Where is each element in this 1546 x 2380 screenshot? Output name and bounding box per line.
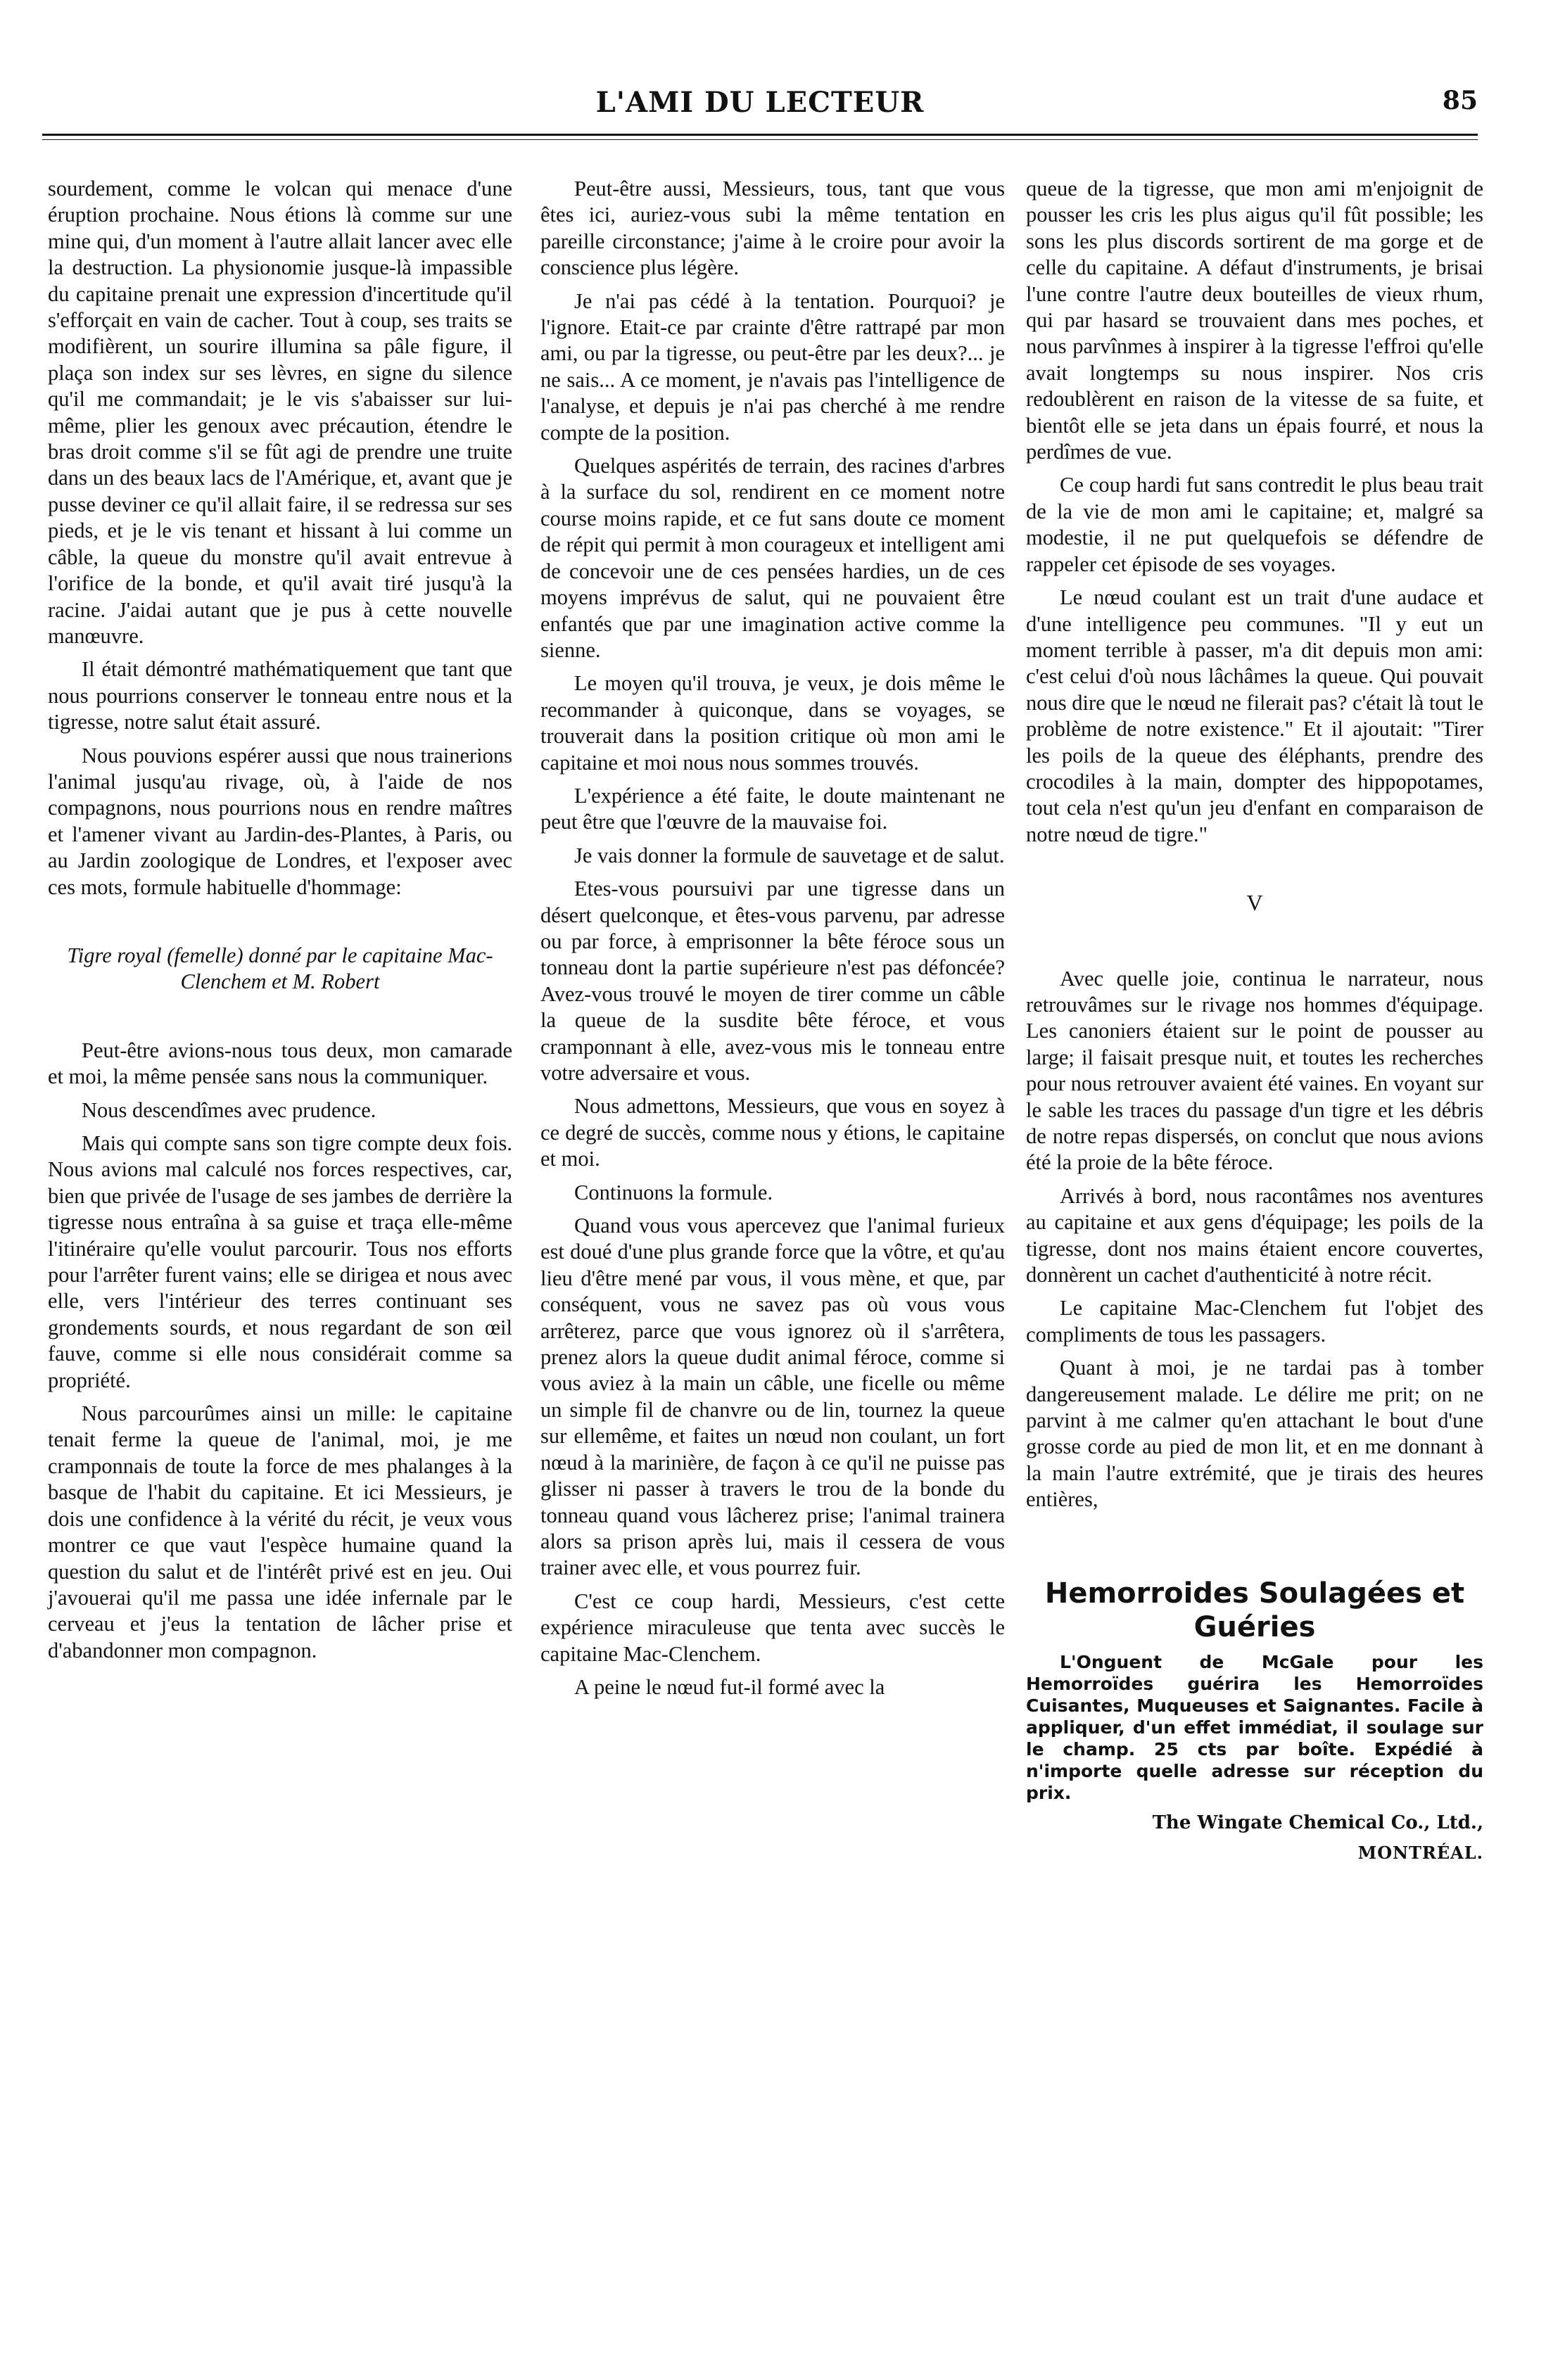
paragraph: Quand vous vous apercevez que l'animal furieux est doué d'une plus grande force que la vôtre, et qu'au lieu d'être mené par vous, il vous mène, et que, par conséquent, vous ne savez pas où vous vous arrêterez, parce que vous ignorez où il s'arrêtera, prenez alors la queue dudit animal féroce, comme si vous aviez à la main un câble, une ficelle ou même un simple fil de chanvre ou de lin, tournez la queue sur ellemême, et faites un nœud non coulant, un fort nœud à la marinière, de façon à ce qu'il ne puisse pas glisser ni passer à travers le trou de la bonde du tonneau quand vous lâcherez prise; l'animal trainera alors sa prison après lui, mais il cessera de vous trainer avec elle, et vous pourrez fuir. bbox=[540, 1214, 1005, 1580]
text-column-3 bbox=[1026, 176, 1483, 1871]
paragraph: A peine le nœud fut-il formé avec la bbox=[574, 1674, 885, 1699]
paragraph: sourdement, comme le volcan qui menace d'une éruption prochaine. Nous étions là comme sur une mine qui, d'un moment à l'autre allait lancer avec elle la destruction. La physionomie jusque-là impassible du capitaine prenait une expression d'incertitude qu'il s'efforçait en vain de cacher. Tout à coup, ses traits se modifièrent, un sourire illumina sa pâle figure, il plaça son index sur ses lèvres, en signe du silence qu'il me commandait; je le vis s'abaisser sur lui-même, plier les genoux avec précaution, étendre le bras droit comme s'il se fût agi de prendre une truite dans un des beaux lacs de l'Amérique, et, avant que je pusse deviner ce qu'il allait faire, il se redressa sur ses pieds, et je le vis tenant et hissant à lui comme un câble, la queue du monstre qu'il avait entrevue à l'orifice de la bonde, et qu'il avait tiré jusqu'à la racine. J'aidai autant que je pus à cette nouvelle manœuvre. bbox=[48, 177, 512, 648]
paragraph: queue de la tigresse, que mon ami m'enjoignit de pousser les cris les plus aigus qu'il fût possible; les sons les plus discords sortirent de ma gorge et de celle du capitaine. A défaut d'instruments, je brisai l'une contre l'autre deux bouteilles de vieux rhum, qui par hasard se trouvaient dans mes poches, et nous parvînmes à inspirer à la tigresse l'effroi qu'elle avait longtemps su nous inspirer. Nos cris redoublèrent en raison de la vitesse de sa fuite, et bientôt elle se jeta dans un épais fourré, et nous la perdîmes de vue. bbox=[1026, 177, 1483, 464]
dedication-caption: Tigre royal (femelle) donné par le capitaine Mac-Clenchem et M. Robert bbox=[67, 943, 493, 994]
ad-city: MONTRÉAL. bbox=[1357, 1842, 1483, 1863]
paragraph: Nous admettons, Messieurs, que vous en soyez à ce degré de succès, comme nous y étions, le capitaine et moi. bbox=[540, 1094, 1005, 1171]
paragraph: Nous descendîmes avec prudence. bbox=[82, 1097, 376, 1122]
ad-title: Hemorroides Soulagées et Guéries bbox=[1044, 1577, 1465, 1643]
paragraph: Quelques aspérités de terrain, des racines d'arbres à la surface du sol, rendirent en ce moment notre course moins rapide, et ce fut sans doute ce moment de répit qui permit à mon courageux et intelligent ami de concevoir une de ces pensées hardies, un de ces moyens imprévus de salut, qui ne pouvaient être enfantés que par une imagination active comme la sienne. bbox=[540, 454, 1005, 662]
text-column-1 bbox=[48, 176, 512, 1671]
page-header bbox=[42, 86, 1478, 128]
paragraph: Peut-être aussi, Messieurs, tous, tant que vous êtes ici, auriez-vous subi la même tentation en pareille circonstance; j'aime à le croire pour avoir la conscience plus légère. bbox=[540, 177, 1005, 280]
header-rule-thin bbox=[42, 139, 1478, 140]
paragraph: Le nœud coulant est un trait d'une audace et d'une intelligence peu communes. "Il y eut un moment terrible à passer, m'a dit depuis mon ami: c'est celui d'où nous lâchâmes la queue. Qui pouvait nous dire que le nœud ne filerait pas? c'était là tout le problème de notre existence." Et il ajoutait: "Tirer les poils de la queue des éléphants, prendre des crocodiles à la main, dompter des hippopotames, tout cela n'est qu'un jeu d'enfant en comparaison de notre nœud de tigre." bbox=[1026, 585, 1484, 846]
page-number: 85 bbox=[1442, 86, 1478, 115]
paragraph: Je vais donner la formule de sauvetage et de salut. bbox=[574, 843, 1005, 867]
ad-body: L'Onguent de McGale pour les Hemorroïdes guérira les Hemorroïdes Cuisantes, Muqueuses et Saignantes. Facile à appliquer, d'un effet immédiat, il soulage sur le champ. 25 cts par boîte. Expédié à n'importe quelle adresse sur réception du prix. bbox=[1026, 1651, 1483, 1803]
ad-company: The Wingate Chemical Co., Ltd., bbox=[1152, 1812, 1483, 1833]
paragraph: Nous pouvions espérer aussi que nous trainerions l'animal jusqu'au rivage, où, à l'aide de nos compagnons, nous pourrions nous en rendre maîtres et l'amener vivant au Jardin-des-Plantes, à Paris, ou au Jardin zoologique de Londres, et l'exposer avec ces mots, formule habituelle d'hommage: bbox=[48, 743, 512, 899]
paragraph: Le capitaine Mac-Clenchem fut l'objet des compliments de tous les passagers. bbox=[1026, 1296, 1483, 1347]
paragraph: Je n'ai pas cédé à la tentation. Pourquoi? je l'ignore. Etait-ce par crainte d'être rattrapé par mon ami, ou par la tigresse, ou peut-être par les deux?... je ne sais... A ce moment, je n'avais pas l'intelligence de l'analyse, et depuis je n'ai pas cherché à me rendre compte de la position. bbox=[540, 288, 1005, 445]
paragraph: Mais qui compte sans son tigre compte deux fois. Nous avions mal calculé nos forces respectives, car, bien que privée de l'usage de ses jambes de derrière la tigresse nous entraîna à sa guise et traça elle-même l'itinéraire qu'elle voulut parcourir. Tous nos efforts pour l'arrêter furent vains; elle se dirigea et nous avec elle, vers l'intérieur des terres continuant ses grondements sourds, et nous regardant de son œil fauve, comme si elle nous considérait comme sa propriété. bbox=[48, 1131, 512, 1392]
paragraph: Continuons la formule. bbox=[574, 1180, 773, 1204]
advertisement bbox=[1026, 1577, 1483, 1864]
paragraph: Il était démontré mathématiquement que tant que nous pourrions conserver le tonneau entre nous et la tigresse, notre salut était assuré. bbox=[48, 657, 512, 734]
paragraph: Avec quelle joie, continua le narrateur, nous retrouvâmes sur le rivage nos hommes d'équipage. Les canoniers étaient sur le point de pousser au large; il faisait presque nuit, et toutes les recherches pour nous retrouver avaient été vaines. En voyant sur le sable les traces du passage d'un tigre et les débris de notre repas dispersés, on conclut que nous avions été la proie de la bête féroce. bbox=[1026, 966, 1483, 1175]
text-column-2 bbox=[540, 176, 1005, 1707]
paragraph: C'est ce coup hardi, Messieurs, c'est cette expérience miraculeuse que tenta avec succès le capitaine Mac-Clenchem. bbox=[540, 1589, 1005, 1666]
paragraph: Nous parcourûmes ainsi un mille: le capitaine tenait ferme la queue de l'animal, moi, je me cramponnais de toute la force de mes phalanges à la basque de l'habit du capitaine. Et ici Messieurs, je dois une confidence à la vérité du récit, je veux vous montrer ce que vaut l'espèce humaine quand la question du salut et de l'intérêt privé est en jeu. Oui j'avouerai qu'il me passa une idée infernale par le cerveau et j'eus la tentation de lâcher prise et d'abandonner mon compagnon. bbox=[48, 1401, 512, 1662]
paragraph: Ce coup hardi fut sans contredit le plus beau trait de la vie de mon ami le capitaine; et, malgré sa modestie, il ne put quelquefois se défendre de rappeler cet épisode de ses voyages. bbox=[1026, 473, 1483, 576]
section-heading: V bbox=[1246, 890, 1263, 916]
paragraph: Le moyen qu'il trouva, je veux, je dois même le recommander à quiconque, dans se voyages, se trouverait dans la position critique où mon ami le capitaine et moi nous nous sommes trouvés. bbox=[540, 671, 1005, 775]
publication-title: L'AMI DU LECTEUR bbox=[595, 86, 925, 119]
paragraph: Etes-vous poursuivi par une tigresse dans un désert quelconque, et êtes-vous parvenu, par adresse ou par force, à emprisonner la bête féroce sous un tonneau dont la partie supérieure n'est pas défoncée? Avez-vous trouvé le moyen de tirer comme un câble la queue de la susdite bête féroce, et vous cramponnant à elle, avez-vous mis le tonneau entre votre adversaire et vous. bbox=[540, 877, 1005, 1085]
paragraph: L'expérience a été faite, le doute maintenant ne peut être que l'œuvre de la mauvaise foi. bbox=[540, 783, 1005, 834]
paragraph: Peut-être avions-nous tous deux, mon camarade et moi, la même pensée sans nous la communiquer. bbox=[48, 1038, 512, 1089]
header-rule bbox=[42, 134, 1478, 136]
paragraph: Arrivés à bord, nous racontâmes nos aventures au capitaine et aux gens d'équipage; les poils de la tigresse, dont nos mains étaient encore couvertes, donnèrent un cachet d'authenticité à notre récit. bbox=[1026, 1183, 1483, 1287]
paragraph: Quant à moi, je ne tardai pas à tomber dangereusement malade. Le délire me prit; on ne parvint à me calmer qu'en attachant le bout d'une grosse corde au pied de mon lit, et en me donnant à la main l'autre extrémité, que je tirais des heures entières, bbox=[1026, 1356, 1483, 1512]
